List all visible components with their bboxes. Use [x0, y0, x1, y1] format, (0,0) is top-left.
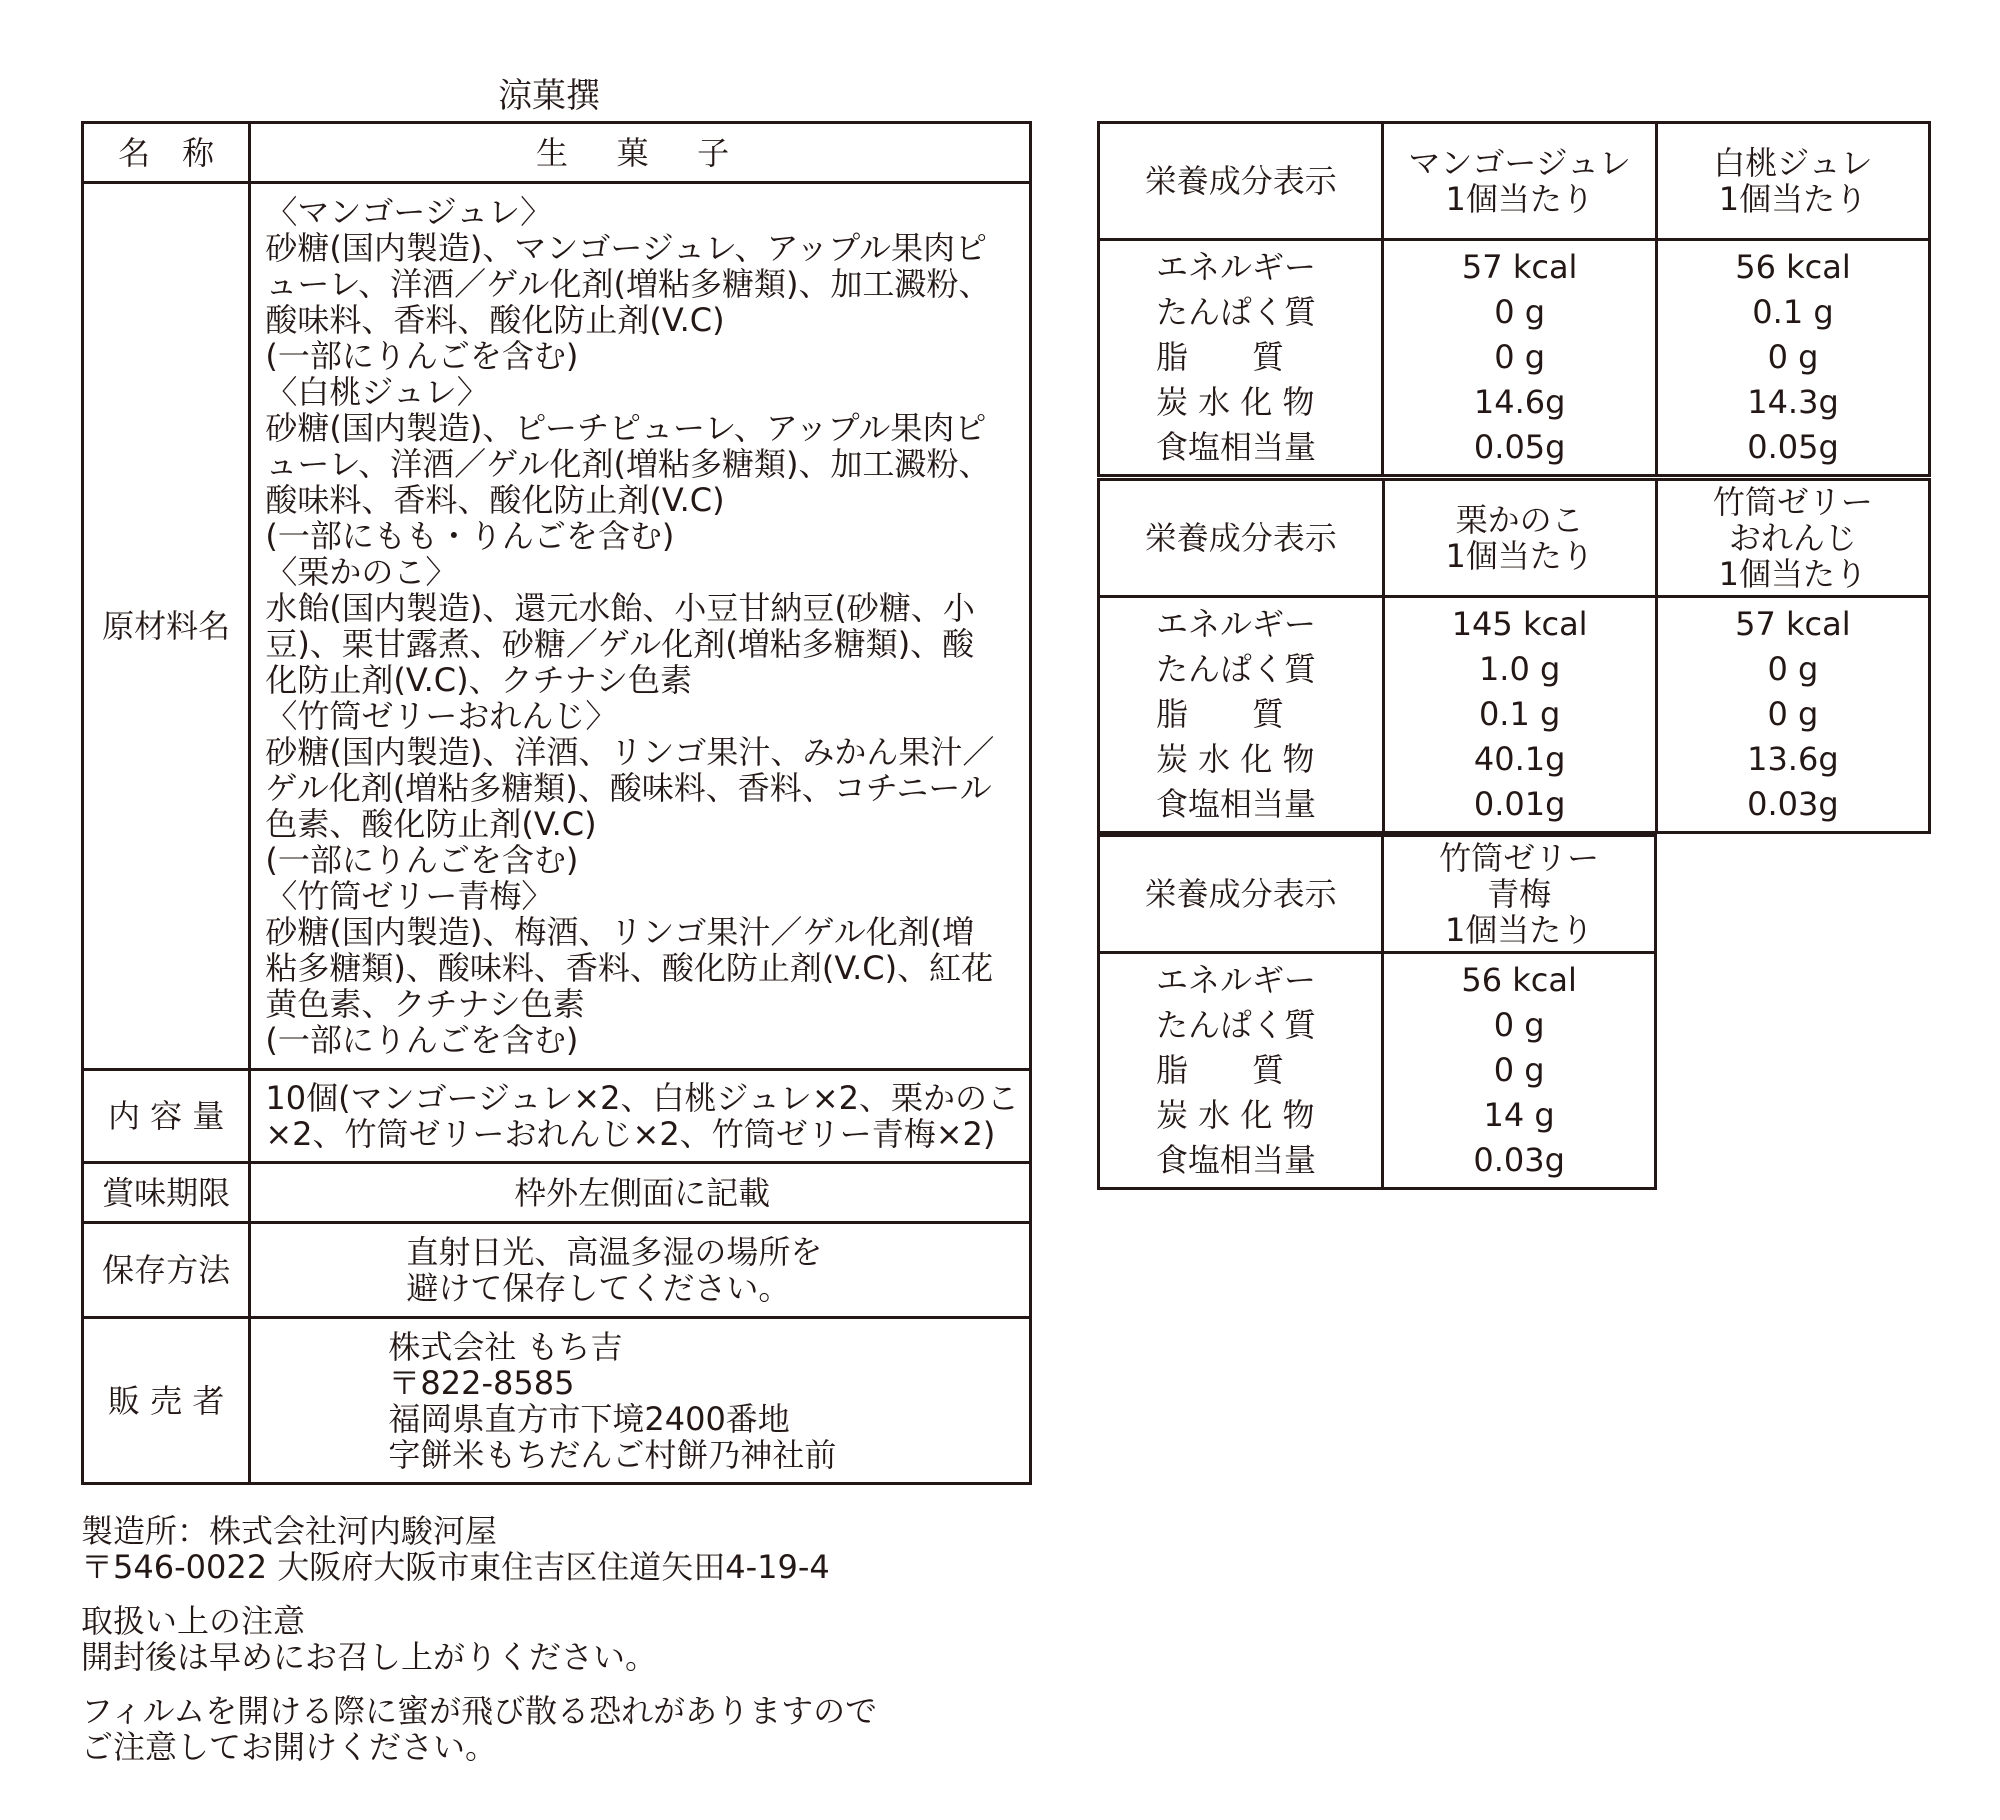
nutrition-item-label: 炭 水 化 物 [1156, 1096, 1315, 1134]
ingredients-line: 砂糖(国内製造)、マンゴージュレ、アップル果肉ピ [265, 229, 987, 267]
nutrition-table [1097, 478, 1931, 834]
contents-value [250, 1070, 1031, 1163]
handling-line: 開封後は早めにお召し上がりください。 [81, 1638, 658, 1676]
nutrition-item-label: たんぱく質 [1156, 650, 1317, 688]
nutrition-value: 0 g [1767, 695, 1819, 733]
ingredients-line: 砂糖(国内製造)、洋酒、リンゴ果汁、みかん果汁／ [265, 733, 995, 771]
contents-row [83, 1070, 1031, 1163]
nutrition-value: 1.0 g [1478, 650, 1561, 688]
warning-line: フィルムを開ける際に蜜が飛び散る恐れがありますので [81, 1692, 878, 1730]
seller-line: 株式会社 もち吉 [388, 1327, 623, 1366]
product-name-line: 竹筒ゼリー [1712, 483, 1873, 521]
storage-value [250, 1223, 1031, 1318]
nutrition-body-row [1099, 240, 1930, 476]
nutrition-header-label: 栄養成分表示 [1099, 836, 1383, 953]
product-info-table [81, 121, 1032, 1485]
product-name-line: 栗かのこ [1455, 501, 1584, 539]
nutrition-item-label: 脂 質 [1156, 695, 1285, 733]
handling-notice [81, 1603, 657, 1675]
seller-value [250, 1318, 1031, 1484]
nutrition-item-label: 食塩相当量 [1156, 1141, 1317, 1179]
nutrition-item-label: 食塩相当量 [1156, 785, 1317, 823]
nutrition-header-row [1099, 836, 1656, 953]
nutrition-header-label: 栄養成分表示 [1099, 123, 1383, 240]
nutrition-value: 0 g [1493, 1006, 1545, 1044]
nutrition-item-label: 食塩相当量 [1156, 428, 1317, 466]
product-name-line: 1個当たり [1444, 911, 1594, 949]
storage-line: 避けて保存してください。 [406, 1269, 791, 1307]
nutrition-value: 0.05g [1747, 428, 1839, 466]
ingredients-line: (一部にもも・りんごを含む) [265, 517, 675, 555]
storage-list [406, 1234, 1019, 1306]
nutrition-value: 57 kcal [1461, 248, 1578, 286]
ingredients-row [83, 183, 1031, 1070]
nutrition-item-label: たんぱく質 [1156, 293, 1317, 331]
ingredients-line: 〈竹筒ゼリーおれんじ〉 [265, 697, 618, 735]
nutrition-value: 0 g [1494, 293, 1546, 331]
nutrition-value: 40.1g [1473, 740, 1566, 778]
nutrition-value: 14.6g [1473, 383, 1566, 421]
nutrition-value: 0.03g [1473, 1141, 1565, 1179]
ingredients-list [265, 194, 1019, 1058]
nutrition-value: 0.1 g [1752, 293, 1834, 331]
warning-notice [81, 1693, 877, 1765]
product-name-line: おれんじ [1728, 519, 1857, 557]
best-before-label: 賞味期限 [83, 1163, 250, 1223]
contents-label: 内 容 量 [83, 1070, 250, 1163]
nutrition-header-label: 栄養成分表示 [1099, 480, 1384, 597]
nutrition-value: 0.05g [1473, 428, 1566, 466]
ingredients-line: 黄色素、クチナシ色素 [265, 985, 585, 1023]
nutrition-item-label: たんぱく質 [1156, 1006, 1317, 1044]
storage-label: 保存方法 [83, 1223, 250, 1318]
handling-line: 取扱い上の注意 [81, 1602, 306, 1640]
nutrition-product-name [1383, 123, 1657, 240]
ingredients-line: 〈マンゴージュレ〉 [265, 193, 553, 231]
ingredients-line: 〈白桃ジュレ〉 [265, 373, 489, 411]
nutrition-value: 14 g [1483, 1096, 1555, 1134]
product-name-line: 1個当たり [1445, 180, 1594, 218]
seller-row [83, 1318, 1031, 1484]
ingredients-line: ゲル化剤(増粘多糖類)、酸味料、香料、コチニール [265, 769, 992, 807]
nutrition-item-label: 炭 水 化 物 [1156, 383, 1315, 421]
nutrition-value: 0.01g [1473, 785, 1566, 823]
nutrition-table [1097, 121, 1931, 477]
product-name-line: 青梅 [1487, 875, 1552, 913]
ingredients-line: 水飴(国内製造)、還元水飴、小豆甘納豆(砂糖、小 [265, 589, 975, 627]
best-before-value: 枠外左側面に記載 [250, 1163, 1031, 1223]
nutrition-value: 57 kcal [1735, 605, 1851, 643]
name-row [83, 123, 1031, 183]
storage-row [83, 1223, 1031, 1318]
nutrition-items [1099, 597, 1384, 833]
nutrition-header-row [1099, 123, 1930, 240]
seller-line: 字餅米もちだんご村餅乃神社前 [388, 1435, 837, 1474]
contents-list [265, 1080, 1019, 1152]
nutrition-body-row [1099, 953, 1656, 1189]
nutrition-item-label: エネルギー [1156, 248, 1317, 286]
manufacturer-line: 〒546-0022 大阪府大阪市東住吉区住道矢田4-19-4 [81, 1548, 830, 1586]
nutrition-values [1656, 597, 1929, 833]
ingredients-line: (一部にりんごを含む) [265, 1021, 579, 1059]
product-name-line: 1個当たり [1718, 555, 1868, 593]
ingredients-line: ューレ、洋酒／ゲル化剤(増粘多糖類)、加工澱粉、 [265, 265, 991, 303]
nutrition-body-row [1099, 597, 1930, 833]
product-name-line: 1個当たり [1445, 537, 1594, 575]
storage-line: 直射日光、高温多湿の場所を [406, 1233, 823, 1271]
ingredients-line: 豆)、栗甘露煮、砂糖／ゲル化剤(増粘多糖類)、酸 [265, 625, 975, 663]
ingredients-value [250, 183, 1031, 1070]
warning-line: ご注意してお開けください。 [81, 1728, 498, 1766]
name-value-text: 生 菓 子 [536, 133, 749, 172]
name-label [83, 123, 250, 183]
nutrition-value: 0.03g [1747, 785, 1839, 823]
contents-line: 10個(マンゴージュレ×2、白桃ジュレ×2、栗かのこ [265, 1079, 1019, 1117]
nutrition-product-name [1656, 480, 1929, 597]
nutrition-item-label: 脂 質 [1156, 338, 1285, 376]
nutrition-values [1383, 953, 1656, 1189]
product-name-line: 竹筒ゼリー [1439, 839, 1600, 877]
seller-line: 〒822-8585 [388, 1363, 575, 1402]
nutrition-product-name [1383, 480, 1656, 597]
ingredients-line: 〈栗かのこ〉 [265, 553, 458, 591]
ingredients-line: 砂糖(国内製造)、梅酒、リンゴ果汁／ゲル化剤(増 [265, 913, 975, 951]
ingredients-line: 化防止剤(V.C)、クチナシ色素 [265, 661, 692, 699]
nutrition-product-name [1656, 123, 1929, 240]
nutrition-product-name [1383, 836, 1656, 953]
product-name-line: 1個当たり [1718, 180, 1868, 218]
manufacturer-line: 製造所：株式会社河内駿河屋 [81, 1512, 498, 1550]
ingredients-line: (一部にりんごを含む) [265, 841, 579, 879]
ingredients-line: 粘多糖類)、酸味料、香料、酸化防止剤(V.C)、紅花 [265, 949, 994, 987]
ingredients-line: (一部にりんごを含む) [265, 337, 579, 375]
nutrition-values [1656, 240, 1929, 476]
seller-line: 福岡県直方市下境2400番地 [388, 1399, 790, 1438]
nutrition-value: 0 g [1493, 1051, 1545, 1089]
nutrition-value: 0 g [1494, 338, 1546, 376]
seller-label: 販 売 者 [83, 1318, 250, 1484]
nutrition-items [1099, 240, 1383, 476]
seller-list [388, 1329, 1019, 1473]
nutrition-item-label: エネルギー [1156, 961, 1317, 999]
ingredients-line: 〈竹筒ゼリー青梅〉 [265, 877, 554, 915]
ingredients-line: 色素、酸化防止剤(V.C) [265, 805, 597, 843]
ingredients-line: 酸味料、香料、酸化防止剤(V.C) [265, 301, 725, 339]
nutrition-values [1383, 597, 1656, 833]
nutrition-value: 14.3g [1747, 383, 1839, 421]
nutrition-value: 13.6g [1747, 740, 1839, 778]
manufacturer-info [81, 1513, 830, 1585]
nutrition-header-row [1099, 480, 1930, 597]
nutrition-values [1383, 240, 1657, 476]
nutrition-value: 0 g [1767, 338, 1819, 376]
ingredients-line: 酸味料、香料、酸化防止剤(V.C) [265, 481, 725, 519]
nutrition-value: 0.1 g [1478, 695, 1561, 733]
ingredients-label: 原材料名 [83, 183, 250, 1070]
nutrition-value: 56 kcal [1461, 961, 1577, 999]
product-name-line: 白桃ジュレ [1713, 144, 1873, 182]
nutrition-value: 145 kcal [1451, 605, 1588, 643]
nutrition-value: 56 kcal [1735, 248, 1851, 286]
nutrition-item-label: 炭 水 化 物 [1156, 740, 1315, 778]
name-value [250, 123, 1031, 183]
nutrition-value: 0 g [1767, 650, 1819, 688]
nutrition-item-label: 脂 質 [1156, 1051, 1285, 1089]
ingredients-line: ューレ、洋酒／ゲル化剤(増粘多糖類)、加工澱粉、 [265, 445, 991, 483]
best-before-row [83, 1163, 1031, 1223]
document-title: 涼菓撰 [498, 76, 600, 116]
name-label-text: 名 称 [118, 133, 215, 172]
product-name-line: マンゴージュレ [1408, 144, 1632, 182]
nutrition-item-label: エネルギー [1156, 605, 1317, 643]
ingredients-line: 砂糖(国内製造)、ピーチピューレ、アップル果肉ピ [265, 409, 987, 447]
nutrition-table [1097, 834, 1657, 1190]
contents-line: ×2、竹筒ゼリーおれんじ×2、竹筒ゼリー青梅×2) [265, 1115, 996, 1153]
nutrition-items [1099, 953, 1383, 1189]
